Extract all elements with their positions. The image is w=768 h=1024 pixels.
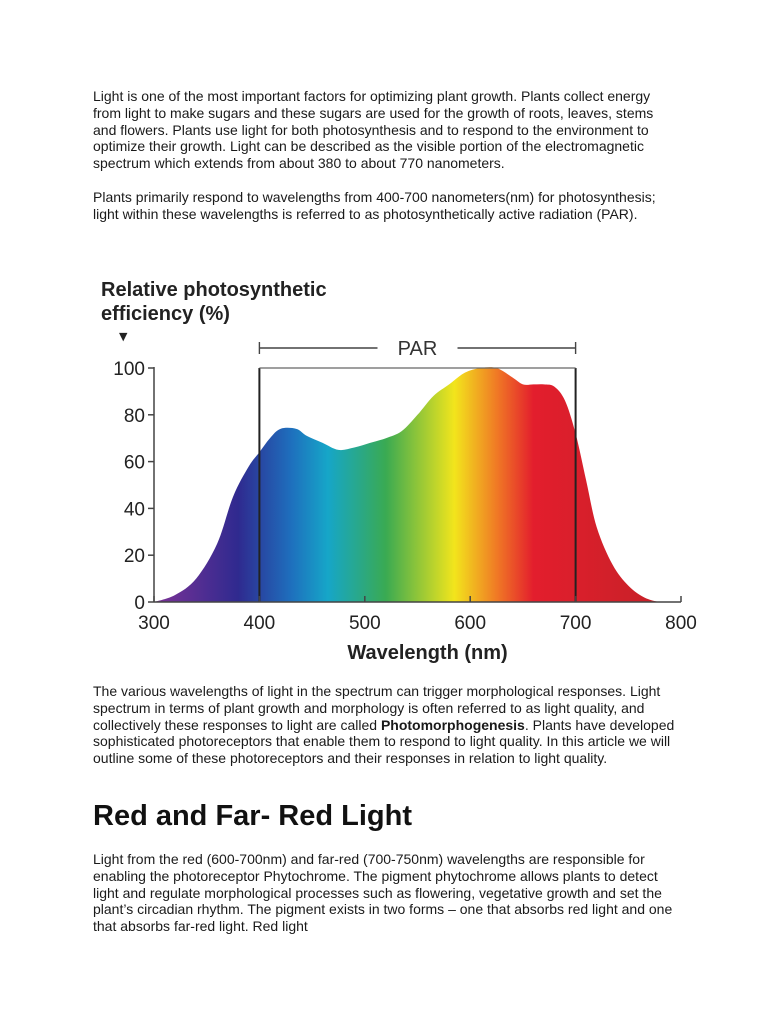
- y-tick-label: 20: [123, 546, 145, 568]
- x-tick-label: 800: [665, 613, 697, 634]
- y-axis-label-line-2: efficiency (%): [101, 303, 230, 325]
- y-tick-label: 100: [113, 359, 145, 380]
- morphology-text-start: The various wavelengths of light in the spectrum can trigger morphological responses. Light spectrum in terms of plant growth and morphology is often referred to as light quality, and collectively these responses to light are called: [93, 683, 661, 733]
- morphology-section: [93, 683, 678, 767]
- x-tick-label: 300: [138, 613, 170, 634]
- spectrum-chart-svg: [93, 268, 713, 668]
- x-tick-label: 500: [348, 613, 381, 634]
- section-heading: Red and Far- Red Light: [93, 800, 412, 832]
- red-light-paragraph: Light from the red (600-700nm) and far-red (700-750nm) wavelengths are responsible for enabling the photoreceptor Phytochrome. The pigment phytochrome allows plants to detect light and regulate morphological processes such as flowering, vegetative growth and set the plant’s circadian rhythm. The pigment exists in two forms – one that absorbs red light and one that absorbs far-red light. Red light: [93, 851, 673, 935]
- y-tick-label: 60: [123, 452, 145, 474]
- red-light-section: [93, 851, 678, 935]
- intro-paragraph-2: Plants primarily respond to wavelengths from 400-700 nanometers(nm) for photosynthesis; light within these wavelengths is referred to as photosynthetically active radiation (PAR).: [93, 188, 656, 222]
- y-axis-label-line-1: Relative photosynthetic: [101, 279, 327, 301]
- x-tick-label: 400: [243, 613, 276, 634]
- x-tick-label: 700: [559, 613, 592, 634]
- efficiency-area: [154, 367, 670, 602]
- par-bracket: [259, 338, 575, 360]
- par-label: PAR: [397, 338, 438, 360]
- intro-section: [93, 88, 678, 222]
- y-tick-label: 40: [123, 499, 145, 521]
- x-tick-label: 600: [454, 613, 487, 634]
- intro-paragraph-1: Light is one of the most important factors for optimizing plant growth. Plants collect energy from light to make sugars and these sugars are used for the growth of roots, leaves, stems and flowers. Plants use light for both photosynthesis and to respond to the environment to optimize their growth. Light can be described as the visible portion of the electromagnetic spectrum which extends from about 380 to about 770 nanometers.: [93, 88, 654, 172]
- y-tick-group: [113, 359, 154, 614]
- y-tick-label: 80: [123, 405, 145, 427]
- morphology-paragraph: [93, 683, 678, 767]
- y-axis-arrow-icon: ▼: [119, 330, 128, 343]
- morphology-text-end: . Plants have developed sophisticated photoreceptors that enable them to respond to light quality. In this article we will outline some of these photoreceptors and their responses in relation to light quality.: [93, 716, 675, 767]
- x-axis-label: Wavelength (nm): [347, 642, 508, 664]
- photomorphogenesis-term: Photomorphogenesis: [380, 716, 525, 733]
- spectrum-chart: [93, 268, 713, 668]
- y-tick-label: 0: [134, 593, 145, 614]
